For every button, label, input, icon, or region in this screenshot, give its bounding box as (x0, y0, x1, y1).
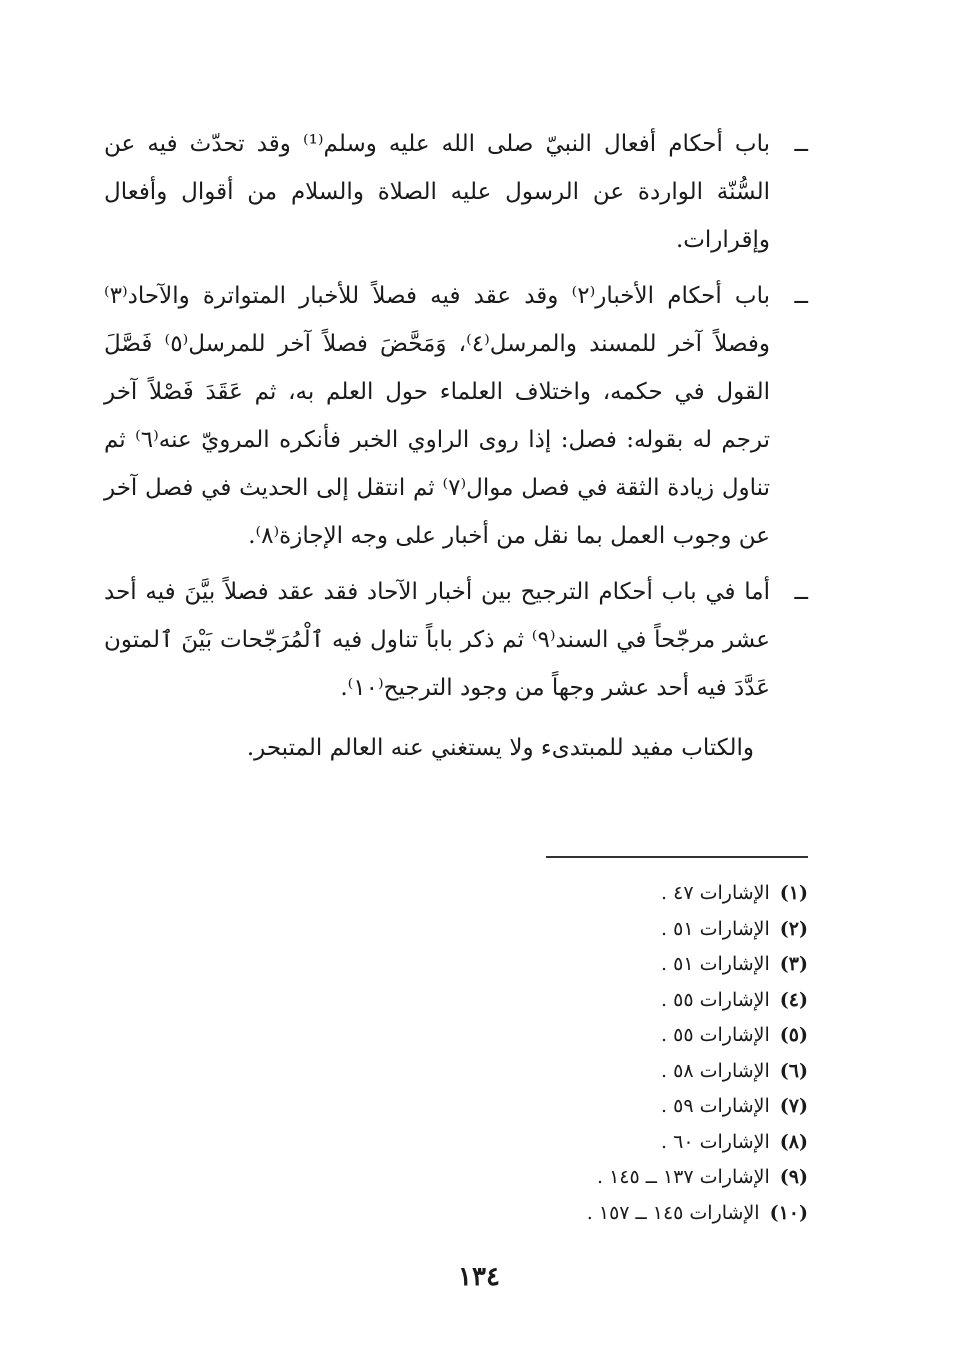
footnotes-list (488, 876, 808, 1231)
footnote-item (488, 912, 808, 948)
paragraph-2 (104, 272, 808, 560)
paragraph-dash: ــ (794, 283, 808, 309)
footnote-text: الإشارات ١٤٥ ــ ١٥٧ . (586, 1201, 760, 1224)
footnote-item (488, 1054, 808, 1090)
footnote-item (488, 1160, 808, 1196)
paragraph-text: باب أحكام الأخبار⁽٢⁾ وقد عقد فيه فصلاً للأخبار المتواترة والآحاد⁽٣⁾ وفصلاً آخر للمسند والمرسل⁽٤⁾، وَمَحَّضَ فصلاً آخر للمرسل⁽٥⁾ فَصَّلَ القول في حكمه، واختلاف العلماء حول العلم به، ثم عَقَدَ فَصْلاً آخر ترجم له بقوله: فصل: إذا روى الراوي الخبر فأنكره المرويّ عنه⁽٦⁾ ثم تناول زيادة الثقة في فصل موال⁽٧⁾ ثم انتقل إلى الحديث في فصل آخر عن وجوب العمل بما نقل من أخبار على وجه الإجازة⁽٨⁾. (104, 283, 771, 549)
footnote-number: (١٠) (769, 1201, 808, 1224)
page-number: ١٣٤ (458, 1262, 500, 1292)
footnote-text: الإشارات ١٣٧ ــ ١٤٥ . (597, 1166, 770, 1188)
footnote-item (488, 1089, 808, 1125)
footnote-number: (٨) (779, 1130, 808, 1153)
paragraph-1 (104, 120, 808, 264)
footnote-number: (٣) (779, 953, 808, 975)
paragraph-text: باب أحكام أفعال النبيّ صلى الله عليه وسلم⁽¹⁾ وقد تحدّث فيه عن السُّنّة الواردة عن الرسول عليه الصلاة والسلام من أقوال وأفعال وإقرارات. (104, 131, 770, 253)
footnote-text: الإشارات ٤٧ . (661, 882, 770, 904)
footnote-number: (٥) (779, 1024, 808, 1046)
paragraph-dash: ــ (794, 131, 808, 157)
footnote-item (488, 983, 808, 1019)
main-text (104, 120, 808, 772)
footnote-text: الإشارات ٥٩ . (661, 1095, 770, 1117)
footnote-item (488, 1196, 808, 1232)
footnote-item (488, 947, 808, 983)
footnote-item (488, 1018, 808, 1054)
footnote-number: (٢) (779, 917, 808, 940)
footnote-number: (٤) (779, 988, 808, 1011)
paragraph-dash: ــ (794, 579, 808, 605)
paragraph-text: أما في باب أحكام الترجيح بين أخبار الآحاد فقد عقد فصلاً بيَّنَ فيه أحد عشر مرجّحاً في السند⁽٩⁾ ثم ذكر باباً تناول فيه ٱلْمُرَجّحات بَيْنَ ٱلمتون عَدَّدَ فيه أحد عشر وجهاً من وجود الترجيح⁽١٠⁾. (104, 579, 770, 701)
footnote-item (488, 1125, 808, 1161)
footnote-item (488, 876, 808, 912)
footnote-number: (١) (779, 882, 808, 904)
footnote-text: الإشارات ٥٥ . (661, 988, 770, 1011)
footnote-separator (546, 856, 808, 858)
footnote-text: الإشارات ٥٨ . (661, 1059, 770, 1082)
footnote-text: الإشارات ٥١ . (661, 917, 770, 940)
closing-sentence: والكتاب مفيد للمبتدىء ولا يستغني عنه العالم المتبحر. (246, 735, 754, 761)
footnote-text: الإشارات ٥١ . (661, 953, 770, 975)
paragraph-3 (104, 568, 808, 712)
footnote-number: (٩) (779, 1166, 808, 1188)
footnote-number: (٦) (779, 1059, 808, 1082)
footnote-number: (٧) (779, 1095, 808, 1117)
footnote-text: الإشارات ٥٥ . (661, 1024, 770, 1046)
footnote-text: الإشارات ٦٠ . (661, 1130, 770, 1153)
